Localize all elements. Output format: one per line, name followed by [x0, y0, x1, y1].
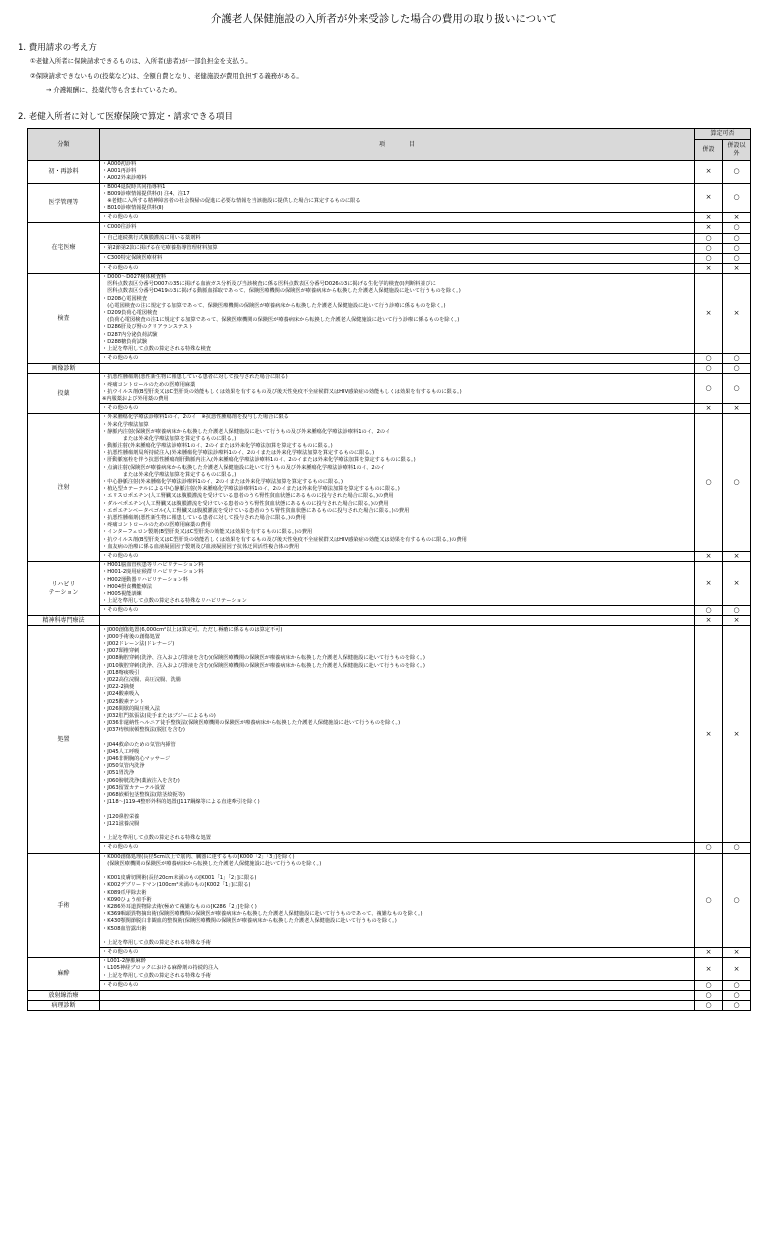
- item-line: または外来化学療法加算を算定するものに限る。): [102, 435, 237, 442]
- table-row: [28, 1001, 751, 1011]
- item-line: ・静脈内注射(保険医が療養病床から転換した介護老人保健施設に赴いて行うもの及び外来腫瘍化学療法診療料1のイ、2のイ: [102, 428, 391, 435]
- item-line: ・J051胃洗浄: [102, 770, 135, 777]
- item-line: ・抗悪性腫瘍剤(悪性新生物に罹患している患者に対して投与された場合に限る。)の費用: [102, 514, 306, 521]
- row-items: [100, 183, 695, 213]
- same-facility-mark: ×: [695, 263, 723, 273]
- item-line: ・A002外来診療料: [102, 175, 147, 182]
- other-facility-mark: ×: [723, 958, 751, 981]
- row-category: 初・再診料: [28, 161, 100, 184]
- item-line: (保険医療機関の保険医が療養病床から転換した介護老人保健施設に赴いて行うものを除く。): [102, 860, 322, 867]
- row-category: 手術: [28, 853, 100, 958]
- item-line: ・その他のもの: [102, 214, 139, 221]
- item-line: [102, 933, 692, 940]
- item-line: ・C300特定保険医療材料: [102, 254, 163, 261]
- item-line: または外来化学療法加算を算定するものに限る。): [102, 471, 237, 478]
- row-category: 放射線治療: [28, 990, 100, 1000]
- same-facility-mark: ×: [695, 626, 723, 843]
- row-items: [100, 562, 695, 606]
- row-items: [100, 616, 695, 626]
- item-line: ・抗悪性腫瘍剤局所持続注入(外来腫瘍化学療法診療料1のイ、2のイまたは外来化学療法加算を算定するものに限る。): [102, 450, 375, 457]
- row-items: [100, 843, 695, 853]
- item-line: ・C000往診料: [102, 224, 137, 231]
- item-line: ・J068嵌頓包茎整復法(陰茎絞扼等): [102, 791, 185, 798]
- item-line: ・その他のもの: [102, 264, 139, 271]
- row-items: [100, 263, 695, 273]
- row-category: 医学管理等: [28, 183, 100, 223]
- item-line: ※老健に入所する精神障害者の社会復帰の促進に必要な情報を当該施設に提供した場合に算定するものに限る: [102, 197, 361, 204]
- table-row: [28, 616, 751, 626]
- same-facility-mark: ○: [695, 980, 723, 990]
- row-items: [100, 948, 695, 958]
- item-line: 医科点数表区分番号D419の3に掲げる動脈血採取であって、保険医療機関の保険医が療養病床から転換した介護老人保健施設に赴いて行うものを除く。): [102, 288, 461, 295]
- item-line: ・インターフェロン製剤(B型肝炎又はC型肝炎の効能又は効果を有するものに限る。)の費用: [102, 529, 313, 536]
- item-line: ・J037痔核嵌頓整復法(脱肛を含む): [102, 727, 185, 734]
- same-facility-mark: ○: [695, 243, 723, 253]
- other-facility-mark: ×: [723, 562, 751, 606]
- item-line: ・D208心電図検査: [102, 295, 148, 302]
- other-facility-mark: ×: [723, 626, 751, 843]
- same-facility-mark: ○: [695, 364, 723, 374]
- row-category: 処置: [28, 626, 100, 853]
- item-line: ・B009診療情報提供料(Ⅰ) 注4、注17: [102, 190, 190, 197]
- same-facility-mark: ○: [695, 843, 723, 853]
- item-line: ・J008胸腔穿刺(洗浄、注入および排液を含む)(保険医療機関の保険医が療養病床から転換した介護老人保健施設に赴いて行うものを除く。): [102, 655, 425, 662]
- same-facility-mark: ×: [695, 183, 723, 213]
- table-row: [28, 843, 751, 853]
- item-line: ・動脈注射(外来腫瘍化学療法診療料1のイ、2のイまたは外来化学療法加算を算定するものに限る。): [102, 443, 333, 450]
- item-line: [102, 617, 692, 624]
- other-facility-mark: ○: [723, 980, 751, 990]
- item-line: [102, 734, 692, 741]
- row-category: 病理診断: [28, 1001, 100, 1011]
- section2-heading: 2. 老健入所者に対して医療保険で算定・請求できる項目: [18, 112, 233, 122]
- other-facility-mark: ×: [723, 213, 751, 223]
- other-facility-mark: ○: [723, 853, 751, 948]
- other-facility-mark: ○: [723, 253, 751, 263]
- header-items: 項 目: [100, 129, 695, 161]
- item-line: ・その他のもの: [102, 355, 139, 362]
- page-title: 介護老人保健施設の入所者が外来受診した場合の費用の取り扱いについて: [210, 13, 558, 25]
- same-facility-mark: ×: [695, 958, 723, 981]
- item-line: [102, 365, 692, 372]
- item-line: ・A000初診料: [102, 161, 137, 168]
- header-category: 分類: [28, 129, 100, 161]
- table-row: [28, 606, 751, 616]
- row-items: [100, 223, 695, 233]
- same-facility-mark: ○: [695, 253, 723, 263]
- same-facility-mark: ○: [695, 606, 723, 616]
- same-facility-mark: ×: [695, 552, 723, 562]
- item-line: ・J036非還納性ヘルニア徒手整復法(保険医療機関の保険医が療養病床から転換した介護老人保健施設に赴いて行うものを除く。): [102, 720, 401, 727]
- item-line: ・疼痛コントロールのための医療用麻薬の費用: [102, 522, 211, 529]
- item-line: ・植込型カテーテルによる中心静脈注射(外来腫瘍化学療法診療料1のイ、2のイまたは外来化学療法加算を算定するものに限る。): [102, 486, 400, 493]
- same-facility-mark: ×: [695, 404, 723, 414]
- item-line: ・ダルベポエチン(人工腎臓又は腹膜灌流を受けている患者のうち腎性貧血状態にあるものに投与された場合に限る。)の費用: [102, 500, 389, 507]
- item-line: ・その他のもの: [102, 949, 139, 956]
- item-line: ・K090ひょう疽手術: [102, 896, 152, 903]
- item-line: ※内服薬および外用薬の費用: [102, 395, 169, 402]
- table-row: [28, 233, 751, 243]
- row-items: [100, 364, 695, 374]
- item-line: ・K508血管露出術: [102, 925, 147, 932]
- table-row: [28, 183, 751, 213]
- item-line: ・上記を準用して点数の算定される特殊な手術: [102, 972, 211, 979]
- item-line: ・その他のもの: [102, 405, 139, 412]
- item-line: ・その他のもの: [102, 552, 139, 559]
- other-facility-mark: ○: [723, 243, 751, 253]
- row-category: 精神科専門療法: [28, 616, 100, 626]
- other-facility-mark: ○: [723, 606, 751, 616]
- header-other-facility: 併設以外: [723, 140, 751, 161]
- item-line: ・D287内分泌負荷試験: [102, 331, 158, 338]
- item-line: ・H004摂食機能療法: [102, 583, 153, 590]
- item-line: ・L105神経ブロックにおける麻酔剤の持続的注入: [102, 965, 219, 972]
- same-facility-mark: ○: [695, 1001, 723, 1011]
- same-facility-mark: ×: [695, 562, 723, 606]
- item-line: ・外来化学療法加算: [102, 421, 149, 428]
- item-line: ・J060膀胱洗浄(薬液注入を含む): [102, 777, 180, 784]
- same-facility-mark: ○: [695, 990, 723, 1000]
- row-items: [100, 233, 695, 243]
- other-facility-mark: ×: [723, 616, 751, 626]
- item-line: ・J045人工呼吸: [102, 748, 140, 755]
- item-line: ・B010診療情報提供料(Ⅱ): [102, 205, 164, 212]
- row-items: [100, 626, 695, 843]
- other-facility-mark: ○: [723, 414, 751, 552]
- item-line: ・点滴注射(保険医が療養病床から転換した介護老人保健施設に赴いて行うもの及び外来腫瘍化学療法診療料1のイ、2のイ: [102, 464, 386, 471]
- row-category: 検査: [28, 273, 100, 363]
- table-row: [28, 853, 751, 948]
- table-row: [28, 948, 751, 958]
- other-facility-mark: ○: [723, 1001, 751, 1011]
- table-row: [28, 263, 751, 273]
- item-line: ・J120鼻腔栄養: [102, 813, 140, 820]
- item-line: ・エリスロポエチン(人工腎臓又は腹膜灌流を受けている患者のうち腎性貧血状態にあるものに投与された場合に限る。)の費用: [102, 493, 394, 500]
- other-facility-mark: ○: [723, 161, 751, 184]
- row-category: 麻酔: [28, 958, 100, 991]
- other-facility-mark: ○: [723, 364, 751, 374]
- item-line: [102, 992, 692, 999]
- item-line: ・抗ウイルス剤(B型肝炎又はC型肝炎の効能若しくは効果を有するもの及び後天性免疫不全症候群又はHIV感染症の効能又は効果を有するものに限る。)の費用: [102, 536, 467, 543]
- same-facility-mark: ○: [695, 354, 723, 364]
- item-line: ・B004退院時共同指導料1: [102, 183, 166, 190]
- row-category: リハビリ テーション: [28, 562, 100, 616]
- row-category: 投薬: [28, 374, 100, 414]
- same-facility-mark: ○: [695, 374, 723, 404]
- table-row: [28, 223, 751, 233]
- row-items: [100, 552, 695, 562]
- table-row: [28, 354, 751, 364]
- item-line: ・J000創傷処置(6,000cm²以上は算定可。ただし褥瘡に係るものは算定不可): [102, 626, 283, 633]
- table-row: [28, 404, 751, 414]
- header-billable: 算定可否: [695, 129, 751, 140]
- table-row: [28, 980, 751, 990]
- item-line: ・エポエチンベータペゴル(人工腎臓又は腹膜灌流を受けている患者のうち腎性貧血状態にあるものに投与された場合に限る。)の費用: [102, 507, 410, 514]
- item-line: ・J018喀痰吸引: [102, 669, 140, 676]
- item-line: ・中心静脈注射(外来腫瘍化学療法診療料1のイ、2のイまたは外来化学療法加算を算定するものに限る。): [102, 479, 344, 486]
- row-items: [100, 990, 695, 1000]
- item-line: ・J063留置カテーテル設置: [102, 784, 166, 791]
- row-items: [100, 253, 695, 263]
- table-row: [28, 364, 751, 374]
- same-facility-mark: ○: [695, 414, 723, 552]
- row-category: 注射: [28, 414, 100, 562]
- item-line: ・J024酸素吸入: [102, 691, 140, 698]
- item-line: [102, 1002, 692, 1009]
- table-row: [28, 273, 751, 353]
- item-line: ・J118～J119-4整形外科的処置(J117鋼線等による直達牽引を除く): [102, 799, 260, 806]
- table-row: [28, 161, 751, 184]
- item-line: ・J025酸素テント: [102, 698, 145, 705]
- item-line: ・K001皮膚切開術(長径20cm未満のもの[K001「1」「2」]に限る): [102, 875, 257, 882]
- header-same-facility: 併設: [695, 140, 723, 161]
- item-line: ・第2節第2款に掲げる在宅療養指導管理材料加算: [102, 244, 218, 251]
- row-items: [100, 161, 695, 184]
- table-row: [28, 958, 751, 981]
- item-line: ・A001再診料: [102, 168, 137, 175]
- row-items: [100, 354, 695, 364]
- same-facility-mark: ×: [695, 616, 723, 626]
- other-facility-mark: ×: [723, 404, 751, 414]
- item-line: ・H001脳血管疾患等リハビリテーション料: [102, 562, 204, 569]
- item-line: ・上記を準用して点数の算定される特殊な処置: [102, 835, 211, 842]
- item-line: ・抗悪性腫瘍剤(悪性新生物に罹患している患者に対して投与された場合に限る): [102, 374, 288, 381]
- item-line: ・その他のもの: [102, 981, 139, 988]
- item-line: ・K286外耳道異物除去術(極めて複雑なものの[K286「2」]を除く): [102, 903, 257, 910]
- section1-line-1: ①老健入所者に保険請求できるものは、入所者(患者)が一部負担金を支払う。: [30, 57, 252, 65]
- item-line: ・上記を準用して点数の算定される特殊な検査: [102, 345, 211, 352]
- item-line: (心電図検査の注に規定する加算であって、保険医療機関の保険医が療養病床から転換した介護老人保健施設に赴いて行う診療に係るものを除く。): [102, 302, 446, 309]
- other-facility-mark: ○: [723, 990, 751, 1000]
- section1-line-3: → 介護報酬に、投薬代等も含まれているため。: [46, 86, 181, 94]
- row-items: [100, 414, 695, 552]
- same-facility-mark: ○: [695, 233, 723, 243]
- item-line: ・D286肝及び腎のクリアランステスト: [102, 324, 194, 331]
- table-row: [28, 626, 751, 843]
- other-facility-mark: ○: [723, 354, 751, 364]
- same-facility-mark: ×: [695, 273, 723, 353]
- row-items: [100, 958, 695, 981]
- item-line: ・疼痛コントロールのための医療用麻薬: [102, 381, 196, 388]
- row-category: 在宅医療: [28, 223, 100, 273]
- same-facility-mark: ×: [695, 161, 723, 184]
- other-facility-mark: ×: [723, 273, 751, 353]
- row-items: [100, 1001, 695, 1011]
- item-line: (負荷心電図検査の注1に規定する加算であって、保険医療機関の保険医が療養病床から転換した介護老人保健施設に赴いて行う診療に係るものを除く。): [102, 317, 460, 324]
- item-line: [102, 806, 692, 813]
- table-row: [28, 990, 751, 1000]
- item-line: ・K369咽頭異物摘出術(保険医療機関の保険医が療養病床から転換した介護老人保健施設に赴いて行うものであって、複雑なものを除く。): [102, 911, 423, 918]
- row-items: [100, 213, 695, 223]
- table-row: [28, 414, 751, 552]
- other-facility-mark: ○: [723, 374, 751, 404]
- table-row: [28, 552, 751, 562]
- item-line: ・その他のもの: [102, 844, 139, 851]
- section1-line-2: ②保険請求できないもの(投薬など)は、全額自費となり、老健施設が費用負担する義務がある。: [30, 72, 303, 80]
- item-line: ・K089爪甲除去術: [102, 889, 147, 896]
- item-line: ・K000創傷処理(長径5cm以上で筋肉、臓器に達するもの[K000「2」「3」]を除く): [102, 853, 295, 860]
- row-items: [100, 243, 695, 253]
- item-line: ・L001-2静脈麻酔: [102, 958, 146, 965]
- other-facility-mark: ×: [723, 263, 751, 273]
- row-items: [100, 404, 695, 414]
- item-line: ・J050気管内洗浄: [102, 763, 145, 770]
- item-line: ・H002運動器リハビリテーション料: [102, 576, 188, 583]
- item-line: ・D288糖負荷試験: [102, 338, 148, 345]
- item-line: ・K430顎関節脱臼非観血的整復術(保険医療機関の保険医が療養病床から転換した介護老人保健施設に赴いて行うものを除く。): [102, 918, 397, 925]
- table-row: [28, 213, 751, 223]
- item-line: ・H005視能訓練: [102, 590, 142, 597]
- item-line: ・K002デブリードマン(100cm²未満のもの[K002「1」]に限る): [102, 882, 251, 889]
- other-facility-mark: ○: [723, 223, 751, 233]
- table-row: [28, 253, 751, 263]
- item-line: ・上記を準用して点数の算定される特殊な手術: [102, 939, 211, 946]
- item-line: ・H001-2廃用症候群リハビリテーション料: [102, 569, 204, 576]
- row-items: [100, 374, 695, 404]
- table-row: [28, 562, 751, 606]
- item-line: ・自己連続携行式腹膜灌流に用いる薬剤料: [102, 234, 201, 241]
- same-facility-mark: ×: [695, 948, 723, 958]
- other-facility-mark: ○: [723, 183, 751, 213]
- row-category: 画像診断: [28, 364, 100, 374]
- other-facility-mark: ○: [723, 843, 751, 853]
- table-row: [28, 243, 751, 253]
- item-line: ・J000手術後の創傷処置: [102, 633, 161, 640]
- item-line: ・上記を準用して点数の算定される特殊なリハビリテーション: [102, 598, 247, 605]
- row-items: [100, 273, 695, 353]
- item-line: ・J007頸椎穿刺: [102, 648, 140, 655]
- item-line: ・その他のもの: [102, 607, 139, 614]
- same-facility-mark: ×: [695, 213, 723, 223]
- item-line: ・J022高位浣腸、高圧浣腸、洗腸: [102, 676, 181, 683]
- same-facility-mark: ×: [695, 223, 723, 233]
- item-line: ・J026間歇的陽圧吸入法: [102, 705, 161, 712]
- item-line: ・J121滋養浣腸: [102, 820, 140, 827]
- same-facility-mark: ○: [695, 853, 723, 948]
- billing-items-table: [27, 128, 751, 1011]
- other-facility-mark: ×: [723, 948, 751, 958]
- item-line: 医科点数表区分番号D007の35に掲げる血液ガス分析及び当該検査に係る医科点数表区分番号D026の3に掲げる生化学的検査(Ⅰ)判断料並びに: [102, 281, 436, 288]
- item-line: ・外来腫瘍化学療法診療料1のイ、2のイ ※抗悪性腫瘍剤を投与した場合に限る: [102, 414, 289, 421]
- table-row: [28, 374, 751, 404]
- other-facility-mark: ○: [723, 233, 751, 243]
- item-line: ・D209負荷心電図検査: [102, 309, 158, 316]
- item-line: ・J046非開胸的心マッサージ: [102, 756, 171, 763]
- item-line: ・J044救命のための気管内挿管: [102, 741, 176, 748]
- item-line: ・D000～D027検体検査料: [102, 274, 167, 281]
- item-line: ・J032肛門拡張法(徒手またはブジーによるもの): [102, 712, 216, 719]
- item-line: ・抗ウイルス剤(B型肝炎又はC型肝炎の効能もしくは効果を有するもの及び後天性免疫不全症候群又はHIV感染症の効能もしくは効果を有するものに限る。): [102, 388, 462, 395]
- item-line: ・J022-2摘便: [102, 684, 135, 691]
- other-facility-mark: ×: [723, 552, 751, 562]
- item-line: ・J010腹腔穿刺(洗浄、注入および排液を含む)(保険医療機関の保険医が療養病床から転換した介護老人保健施設に赴いて行うものを除く。): [102, 662, 425, 669]
- row-items: [100, 853, 695, 948]
- item-line: ・J002ドレーン法(ドレナージ): [102, 641, 175, 648]
- row-items: [100, 980, 695, 990]
- section1-heading: 1. 費用請求の考え方: [18, 43, 97, 53]
- item-line: ・肝動脈塞栓を伴う抗悪性腫瘍剤肝動脈内注入(外来腫瘍化学療法診療料1のイ、2のイまたは外来化学療法加算を算定するものに限る。): [102, 457, 416, 464]
- row-items: [100, 606, 695, 616]
- item-line: ・血友病の治療に係る血液凝固因子製剤及び血液凝固因子抗体迂回活性複合体の費用: [102, 543, 300, 550]
